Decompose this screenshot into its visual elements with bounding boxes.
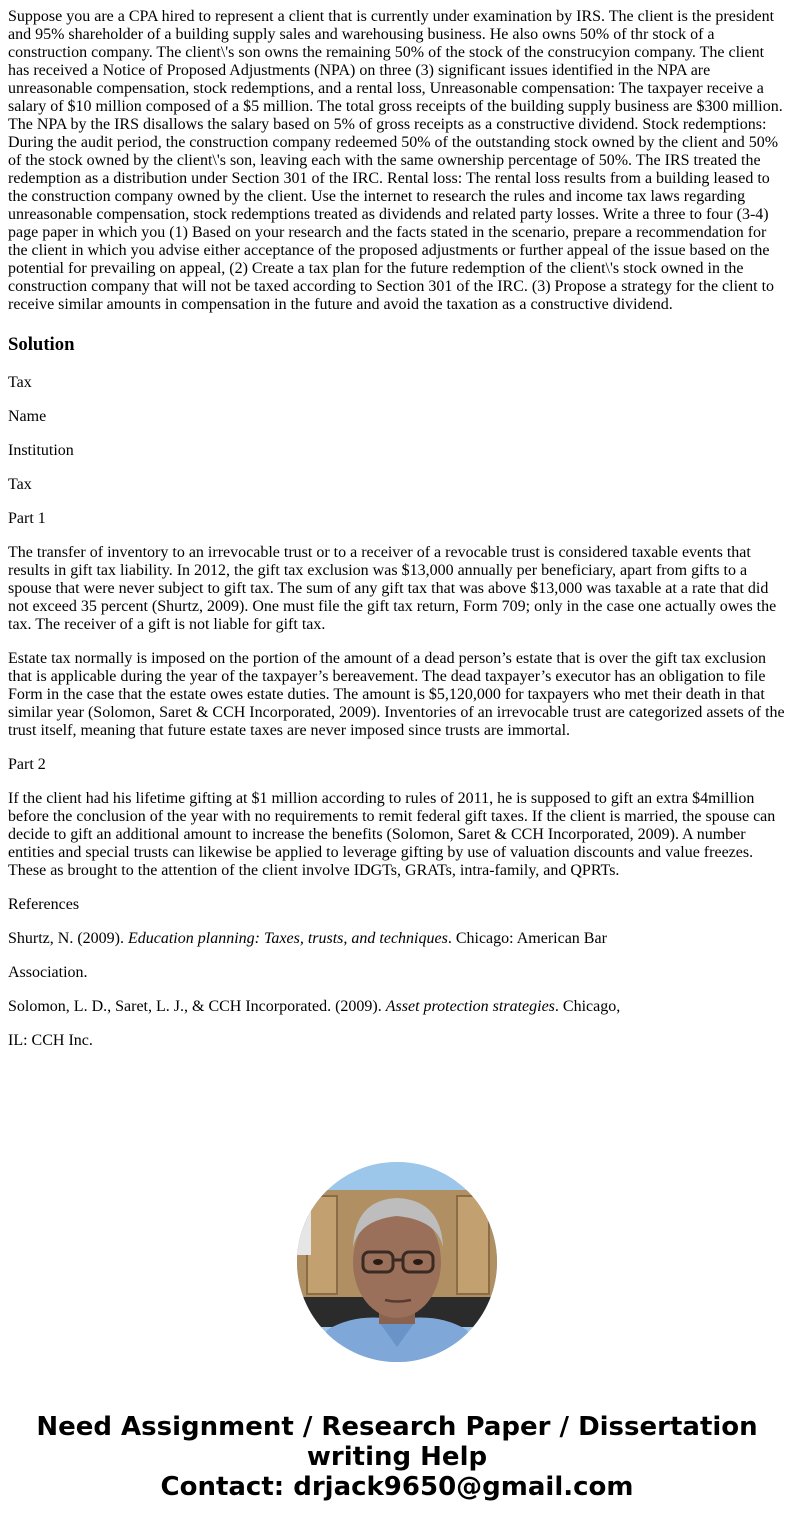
avatar [297, 1162, 497, 1362]
reference-publisher: . Chicago: American Bar [447, 930, 607, 947]
reference-author: Solomon, L. D., Saret, L. J., & CCH Incorporated. (2009). [8, 998, 386, 1015]
part1-paragraph-estate-tax: Estate tax normally is imposed on the portion of the amount of a dead person’s estate that is over the gift tax exclusion that is applicable during the year of the taxpayer’s bereavement. The dead taxpayer’s executor has an obligation to file Form in the case that the estate owes estate duties. The amount is $5,120,000 for taxpayers who met their death in that similar year (Solomon, Saret & CCH Incorporated, 2009). Inventories of an irrevocable trust are categorized assets of the trust itself, meaning that future estate taxes are never imposed since trusts are immortal. [8, 650, 785, 739]
reference-publisher: . Chicago, [554, 998, 621, 1015]
part1-label: Part 1 [8, 510, 46, 527]
question-text: Suppose you are a CPA hired to represent a client that is currently under examination by IRS. The client is the president and 95% shareholder of a building supply sales and warehousing business. He also owns 50% of thr stock of a construction company. The client\'s son owns the remaining 50% of the stock of the construcyion company. The client has received a Notice of Proposed Adjustments (NPA) on three (3) significant issues identified in the NPA are unreasonable compensation, stock redemptions, and a rental loss, Unreasonable compensation: The taxpayer receive a salary of $10 million composed of a $5 million. The total gross receipts of the building supply business are $300 million. The NPA by the IRS disallows the salary based on 5% of gross receipts as a constructive dividend. Stock redemptions: During the audit period, the construction company redeemed 50% of the outstanding stock owned by the client and 50% of the stock owned by the client\'s son, leaving each with the same ownership percentage of 50%. The IRS treated the redemption as a distribution under Section 301 of the IRC. Rental loss: The rental loss results from a building leased to the construction company owned by the client. Use the internet to research the rules and income tax laws regarding unreasonable compensation, stock redemptions treated as dividends and related party losses. Write a three to four (3-4) page paper in which you (1) Based on your research and the facts stated in the scenario, prepare a recommendation for the client in which you advise either acceptance of the proposed adjustments or further appeal of the issue based on the potential for prevailing on appeal, (2) Create a tax plan for the future redemption of the client\'s stock owned in the construction company that will not be taxed according to Section 301 of the IRC. (3) Propose a strategy for the client to receive similar amounts in compensation in the future and avoid the taxation as a constructive dividend. [8, 8, 783, 313]
reference-title: Education planning: Taxes, trusts, and techniques [127, 930, 448, 947]
promo-line-1: Need Assignment / Research Paper / Dissertation [36, 1412, 758, 1442]
reference-continuation-shurtz: Association. [8, 964, 88, 981]
title-line-tax-2: Tax [8, 476, 32, 493]
part2-paragraph: If the client had his lifetime gifting at $1 million according to rules of 2011, he is supposed to gift an extra $4million before the conclusion of the year with no requirements to remit federal gift taxes. If the client is married, the spouse can decide to gift an additional amount to increase the benefits (Solomon, Saret & CCH Incorporated, 2009). A number entities and special trusts can likewise be applied to leverage gifting by use of valuation discounts and value freezes. These as brought to the attention of the client involve IDGTs, GRATs, intra-family, and QPRTs. [8, 790, 776, 879]
reference-continuation-solomon: IL: CCH Inc. [8, 1032, 93, 1049]
promo-banner [8, 1412, 786, 1502]
part1-paragraph-gift-tax: The transfer of inventory to an irrevocable trust or to a receiver of a revocable trust is considered taxable events that results in gift tax liability. In 2012, the gift tax exclusion was $13,000 annually per beneficiary, apart from gifts to a spouse that were never subject to gift tax. The sum of any gift tax that was above $13,000 was taxable at a rate that did not exceed 35 percent (Shurtz, 2009). One must file the gift tax return, Form 709; only in the case one actually owes the tax. The receiver of a gift is not liable for gift tax. [8, 544, 777, 633]
reference-entry-shurtz [8, 930, 786, 948]
reference-entry-solomon [8, 998, 786, 1016]
promo-contact: Contact: drjack9650@gmail.com [160, 1472, 634, 1502]
spacer [8, 1066, 786, 1162]
title-line-institution: Institution [8, 442, 74, 459]
references-label: References [8, 896, 80, 913]
title-line-tax: Tax [8, 374, 32, 391]
avatar-container [8, 1162, 786, 1362]
part2-label: Part 2 [8, 756, 46, 773]
title-line-name: Name [8, 408, 47, 425]
solution-heading: Solution [8, 334, 75, 355]
reference-author: Shurtz, N. (2009). [8, 930, 128, 947]
promo-line-2: writing Help [306, 1442, 488, 1472]
portrait-photo-icon [297, 1162, 497, 1362]
reference-title: Asset protection strategies [385, 998, 555, 1015]
